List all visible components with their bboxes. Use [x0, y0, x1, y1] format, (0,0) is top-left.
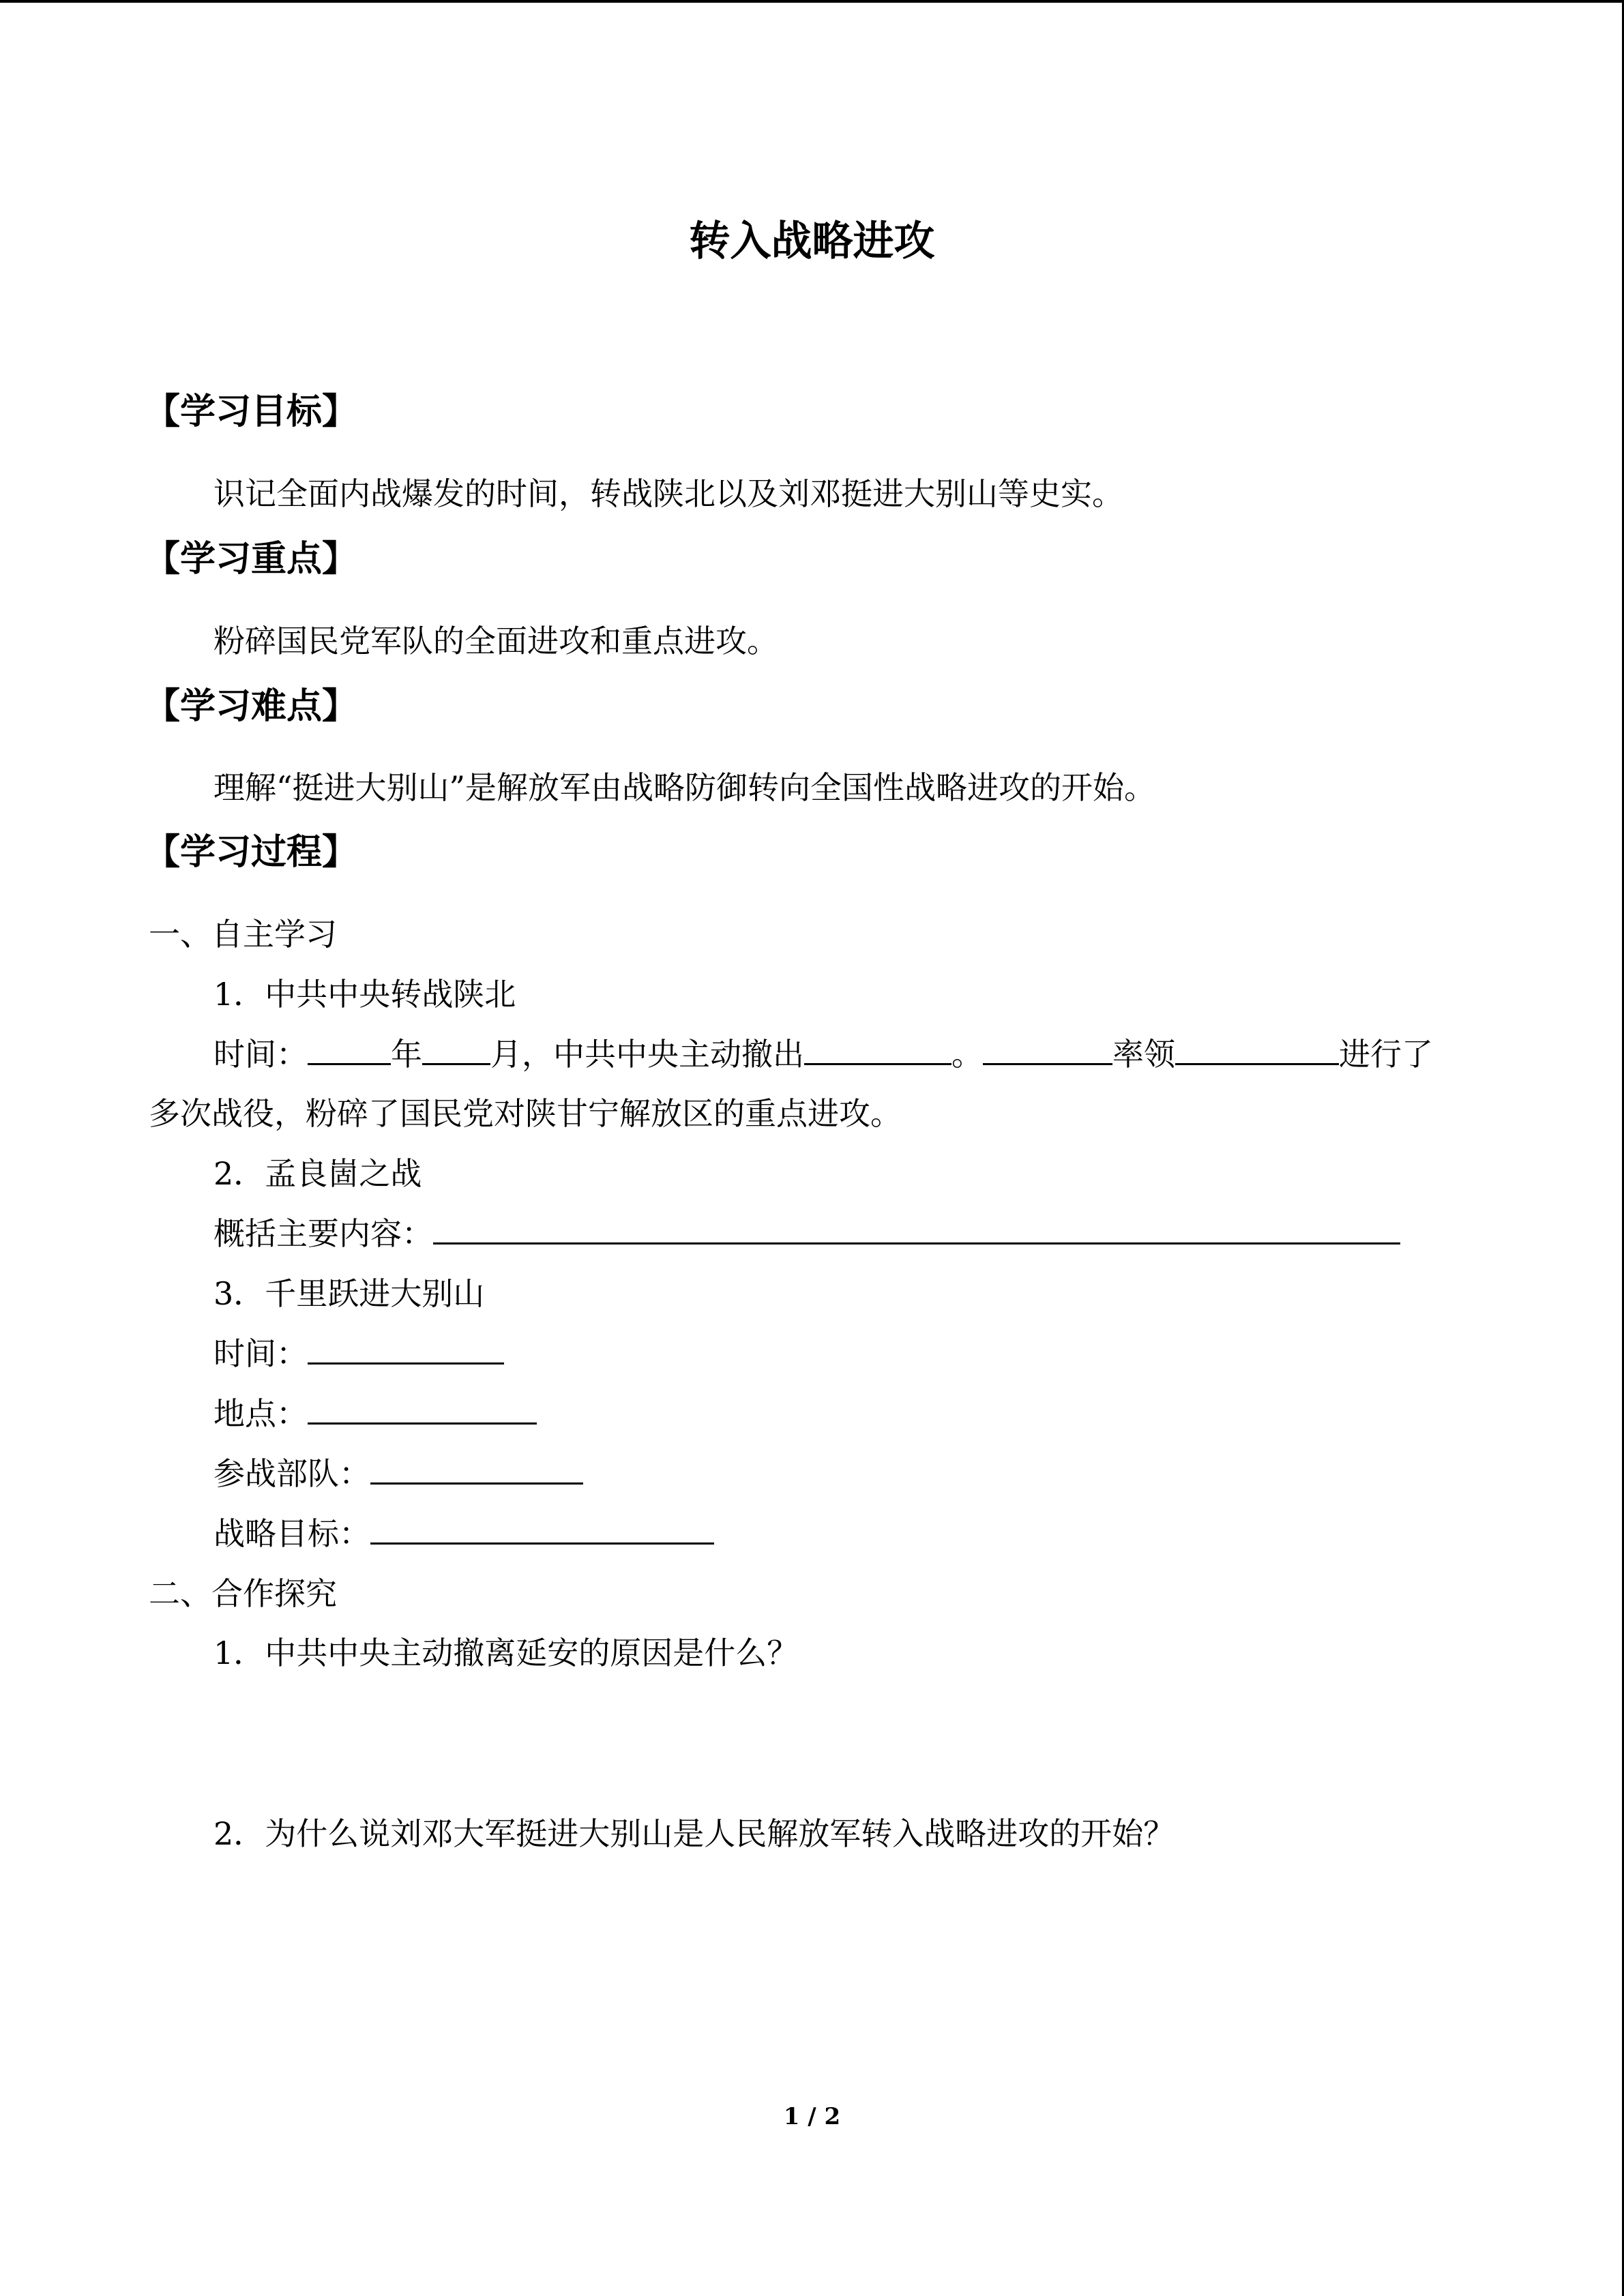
difficulties-heading: 【学习难点】: [145, 686, 358, 727]
item3-place-line: [213, 1392, 537, 1435]
item3-time-line: [213, 1332, 504, 1375]
item1-title: 1．中共中央转战陕北: [213, 976, 516, 1013]
troops-blank[interactable]: [1175, 1036, 1339, 1065]
item3-goal-label: 战略目标：: [213, 1515, 370, 1552]
period-mark: 。: [951, 1036, 983, 1073]
page-border-top: [0, 0, 1624, 3]
item1-fill-line: [213, 1032, 1433, 1076]
item1-continuation: 多次战役，粉碎了国民党对陕甘宁解放区的重点进攻。: [149, 1095, 902, 1132]
item3-troops-blank[interactable]: [370, 1455, 583, 1485]
item3-place-blank[interactable]: [308, 1395, 537, 1425]
key-points-heading: 【学习重点】: [145, 539, 358, 580]
leader-blank[interactable]: [983, 1036, 1112, 1065]
year-label: 年: [391, 1036, 422, 1073]
lead-label: 率领: [1112, 1036, 1175, 1073]
item2-title: 2．孟良崮之战: [213, 1155, 422, 1192]
item3-troops-line: [213, 1452, 583, 1495]
month-label: 月，中共中央主动撤出: [490, 1036, 804, 1073]
self-study-label: 一、自主学习: [149, 916, 337, 953]
item3-goal-line: [213, 1512, 714, 1555]
cooperation-label: 二、合作探究: [149, 1575, 337, 1612]
item2-summary-line: [213, 1212, 1400, 1255]
item3-title: 3．千里跃进大别山: [213, 1275, 485, 1312]
question-1: 1．中共中央主动撤离延安的原因是什么？: [213, 1635, 799, 1671]
key-points-text: 粉碎国民党军队的全面进攻和重点进攻。: [213, 623, 778, 659]
question-2: 2．为什么说刘邓大军挺进大别山是人民解放军转入战略进攻的开始？: [213, 1815, 1175, 1852]
withdraw-place-blank[interactable]: [804, 1036, 951, 1065]
process-heading: 【学习过程】: [145, 832, 358, 873]
page-number: 1 / 2: [783, 2103, 841, 2130]
item3-time-blank[interactable]: [308, 1335, 504, 1365]
difficulties-text: 理解“挺进大别山”是解放军由战略防御转向全国性战略进攻的开始。: [213, 769, 1156, 806]
item3-goal-blank[interactable]: [370, 1515, 714, 1545]
item3-troops-label: 参战部队：: [213, 1455, 370, 1492]
summary-label: 概括主要内容：: [213, 1215, 433, 1252]
item3-place-label: 地点：: [213, 1395, 308, 1432]
summary-blank[interactable]: [433, 1215, 1400, 1244]
page-title: 转入战略进攻: [689, 218, 935, 265]
objectives-heading: 【学习目标】: [145, 391, 358, 432]
item1-time-label: 时间：: [213, 1036, 308, 1073]
item3-time-label: 时间：: [213, 1335, 308, 1372]
tail-label: 进行了: [1339, 1036, 1433, 1073]
objectives-text: 识记全面内战爆发的时间，转战陕北以及刘邓挺进大别山等史实。: [213, 475, 1123, 512]
year-blank[interactable]: [308, 1036, 391, 1065]
month-blank[interactable]: [422, 1036, 490, 1065]
